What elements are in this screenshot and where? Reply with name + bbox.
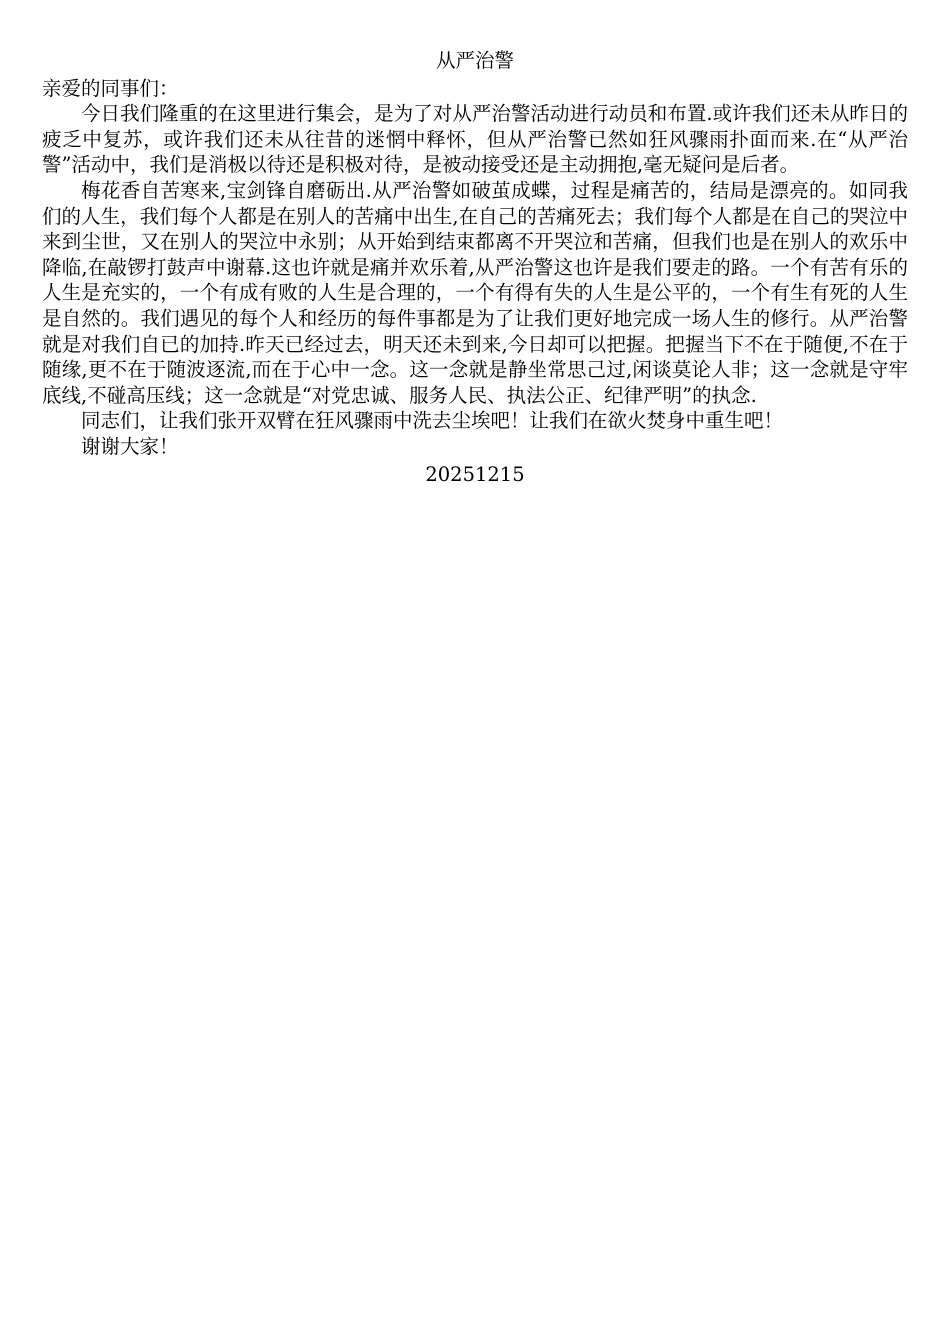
paragraph-body: 梅花香自苦寒来,宝剑锋自磨砺出.从严治警如破茧成蝶，过程是痛苦的，结局是漂亮的。如同我们的人生，我们每个人都是在别人的苦痛中出生,在自己的苦痛死去；我们每个人都是在自己的哭泣中来到尘世，又在别人的哭泣中永别；从开始到结束都离不开哭泣和苦痛，但我们也是在别人的欢乐中降临,在敲锣打鼓声中谢幕.这也许就是痛并欢乐着,从严治警这也许是我们要走的路。一个有苦有乐的人生是充实的，一个有成有败的人生是合理的，一个有得有失的人生是公平的，一个有生有死的人生是自然的。我们遇见的每个人和经历的每件事都是为了让我们更好地完成一场人生的修行。从严治警就是对我们自已的加持.昨天已经过去，明天还未到来,今日却可以把握。把握当下不在于随便,不在于随缘,更不在于随波逐流,而在于心中一念。这一念就是静坐常思己过,闲谈莫论人非；这一念就是守牢底线,不碰高压线；这一念就是“对党忠诚、服务人民、执法公正、纪律严明”的执念. (42, 178, 908, 407)
paragraph-thanks: 谢谢大家！ (81, 434, 179, 458)
greeting: 亲爱的同事们： (42, 76, 179, 100)
paragraph-call: 同志们，让我们张开双臂在狂风骤雨中洗去尘埃吧！让我们在欲火焚身中重生吧！ (81, 409, 784, 433)
document-date: 20251215 (425, 462, 525, 486)
document-title: 从严治警 (435, 49, 514, 72)
document-body (42, 48, 908, 487)
paragraph-intro: 今日我们隆重的在这里进行集会，是为了对从严治警活动进行动员和布置.或许我们还未从昨日的疲乏中复苏，或许我们还未从往昔的迷惘中释怀，但从严治警已然如狂风骤雨扑面而来.在“从严治警”活动中，我们是消极以待还是积极对待，是被动接受还是主动拥抱,毫无疑问是后者。 (42, 102, 908, 177)
